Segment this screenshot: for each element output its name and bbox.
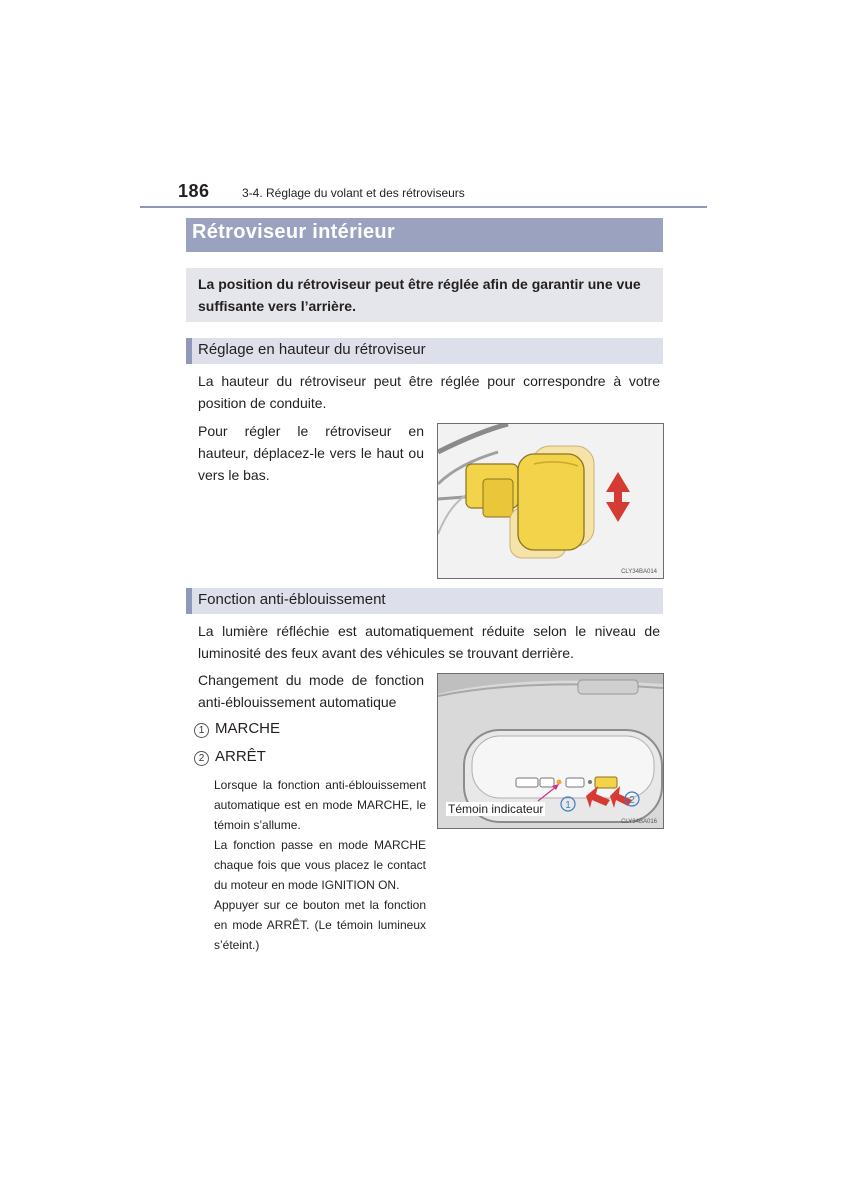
note-ignition: La fonction passe en mode MARCHE chaque fois que vous placez le contact du moteur en mode IGNITION ON. bbox=[214, 838, 426, 892]
figure-code: CLY34BA016 bbox=[621, 819, 657, 825]
note-off-mode: Appuyer sur ce bouton met la fonction en mode ARRÊT. (Le témoin lumineux s’éteint.) bbox=[214, 898, 426, 952]
height-paragraph: La hauteur du rétroviseur peut être réglée pour correspondre à votre position de conduite. bbox=[198, 373, 660, 411]
section-heading-height: Réglage en hauteur du rétroviseur bbox=[198, 341, 426, 358]
page-title: Rétroviseur intérieur bbox=[192, 221, 396, 243]
header-divider bbox=[140, 206, 707, 208]
section-marker bbox=[186, 588, 192, 614]
figure-code: CLY34BA014 bbox=[621, 569, 657, 575]
antiglare-paragraph: La lumière réfléchie est automatiquement réduite selon le niveau de luminosité des feux avant des véhicules se trouvant derrière. bbox=[198, 623, 660, 661]
section-marker bbox=[186, 338, 192, 364]
mirror-height-figure bbox=[437, 423, 664, 579]
height-instructions: Pour régler le rétroviseur en hauteur, déplacez-le vers le haut ou vers le bas. bbox=[198, 423, 424, 483]
antiglare-mode-intro: Changement du mode de fonction anti-éblouissement automatique bbox=[198, 672, 424, 710]
breadcrumb: 3-4. Réglage du volant et des rétroviseurs bbox=[242, 186, 465, 200]
list-item-on: MARCHE bbox=[215, 720, 281, 737]
mirror-height-illustration bbox=[438, 424, 663, 578]
page-number: 186 bbox=[178, 181, 210, 201]
antiglare-figure bbox=[437, 673, 664, 829]
svg-text:2: 2 bbox=[629, 795, 635, 806]
intro-text: La position du rétroviseur peut être réglée afin de garantir une vue suffisante vers l’arrière. bbox=[198, 276, 641, 314]
list-number-1: 1 bbox=[194, 723, 209, 738]
list-number-2: 2 bbox=[194, 751, 209, 766]
indicator-callout: Témoin indicateur bbox=[448, 802, 544, 816]
svg-text:1: 1 bbox=[565, 800, 571, 811]
list-item-off: ARRÊT bbox=[215, 748, 266, 765]
note-on-mode: Lorsque la fonction anti-éblouissement automatique est en mode MARCHE, le témoin s’allume. bbox=[214, 778, 426, 832]
section-heading-antiglare: Fonction anti-éblouissement bbox=[198, 591, 386, 608]
